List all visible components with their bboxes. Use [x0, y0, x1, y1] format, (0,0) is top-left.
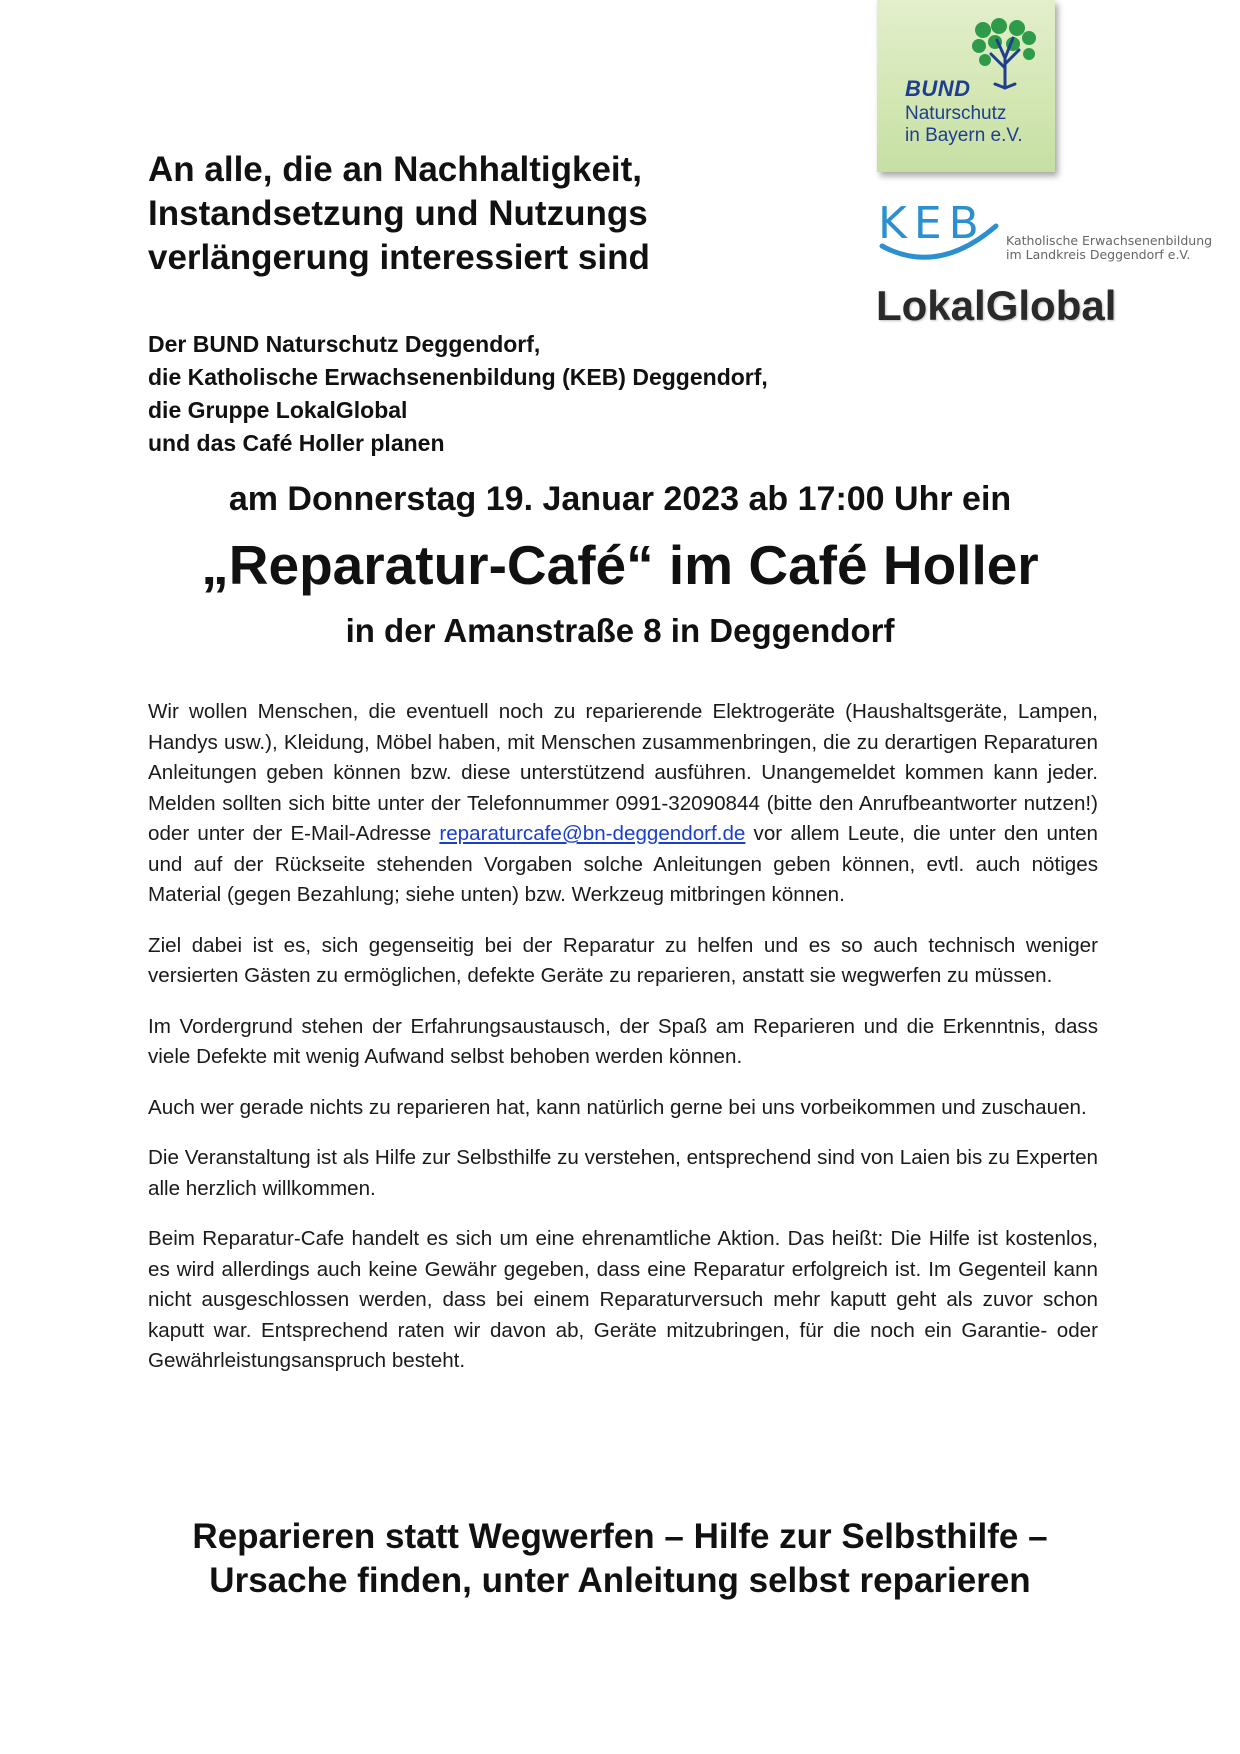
slogan-line-1: Reparieren statt Wegwerfen – Hilfe zur Selbsthilfe – [192, 1517, 1048, 1556]
lokalglobal-logo: LokalGlobal [876, 282, 1117, 329]
paragraph-5: Die Veranstaltung ist als Hilfe zur Selbsthilfe zu verstehen, entsprechend sind von Laien bis zu Experten alle herzlich willkommen. [148, 1146, 1098, 1200]
email-link[interactable]: reparaturcafe@bn-deggendorf.de [439, 822, 746, 845]
body-text [148, 697, 1098, 1397]
event-date: am Donnerstag 19. Januar 2023 ab 17:00 Uhr ein [228, 480, 1012, 518]
intro-heading-line: verlängerung interessiert sind [148, 238, 650, 277]
organizer-line: die Katholische Erwachsenenbildung (KEB) Deggendorf, [148, 364, 768, 390]
bund-bayern-text: in Bayern e.V. [905, 125, 1023, 146]
keb-subtitle-line2: im Landkreis Deggendorf e.V. [1006, 247, 1191, 262]
keb-letters: KEB [878, 198, 986, 249]
paragraph-6: Beim Reparatur-Cafe handelt es sich um eine ehrenamtliche Aktion. Das heißt: Die Hilfe ist kostenlos, es wird allerdings auch keine Gewähr gegeben, dass eine Reparatur erfolgreich ist. Im Gegenteil kann nicht ausgeschlossen werden, dass bei einem Reparaturversuch mehr kaputt geht als zuvor schon kaputt war. Entsprechend raten wir davon ab, Geräte mitzubringen, für die noch ein Garantie- oder Gewährleistungsanspruch besteht. [148, 1227, 1098, 1372]
organizer-line: die Gruppe LokalGlobal [148, 397, 408, 423]
paragraph-1 [148, 697, 1098, 911]
bund-naturschutz-text: Naturschutz [905, 103, 1007, 124]
intro-heading [148, 148, 768, 280]
organizers-list [148, 328, 868, 460]
event-title: „Reparatur-Café“ im Café Holler [201, 534, 1039, 596]
paragraph-1-text: Wir wollen Menschen, die eventuell noch zu reparierende Elektrogeräte (Haushaltsgeräte, Lampen, Handys usw.), Kleidung, Möbel haben, mit Menschen zusammenbringen, die zu derartigen Reparaturen Anleitungen geben können bzw. diese unterstützend ausführen. Unangemeldet kommen kann jeder. Melden sollten sich bitte unter der Telefonnummer 0991-32090844 (bitte den Anrufbeantworter nutzen!) oder unter der E-Mail-Adresse [148, 700, 1098, 845]
bund-naturschutz-logo [877, 0, 1055, 172]
slogan [0, 1515, 1240, 1603]
paragraph-2: Ziel dabei ist es, sich gegenseitig bei der Reparatur zu helfen und es so auch technisch weniger versierten Gästen zu ermöglichen, defekte Geräte zu reparieren, anstatt sie wegwerfen zu müssen. [148, 933, 1098, 987]
paragraph-3: Im Vordergrund stehen der Erfahrungsaustausch, der Spaß am Reparieren und die Erkenntnis, dass viele Defekte mit wenig Aufwand selbst behoben werden können. [148, 1014, 1098, 1068]
keb-logo [878, 196, 1218, 276]
paragraph-4: Auch wer gerade nichts zu reparieren hat, kann natürlich gerne bei uns vorbeikommen und zuschauen. [148, 1095, 1087, 1119]
keb-subtitle-line1: Katholische Erwachsenenbildung [1006, 233, 1213, 248]
keb-swoosh-icon [878, 196, 1008, 266]
organizer-line: Der BUND Naturschutz Deggendorf, [148, 331, 541, 357]
bund-wordmark: BUND [905, 76, 971, 101]
tree-icon [969, 18, 1041, 90]
intro-heading-line: Instandsetzung und Nutzungs [148, 194, 648, 233]
paragraph-1-text-continued: vor allem Leute, die unter den unten und auf der Rückseite stehenden Vorgaben solche Anleitungen geben können, evtl. auch nötiges Material (gegen Bezahlung; siehe unten) bzw. Werkzeug mitbringen können. [148, 822, 1098, 906]
event-address: in der Amanstraße 8 in Deggendorf [345, 612, 895, 649]
organizer-line: und das Café Holler planen [148, 430, 445, 456]
intro-heading-line: An alle, die an Nachhaltigkeit, [148, 150, 643, 189]
slogan-line-2: Ursache finden, unter Anleitung selbst reparieren [209, 1561, 1031, 1600]
